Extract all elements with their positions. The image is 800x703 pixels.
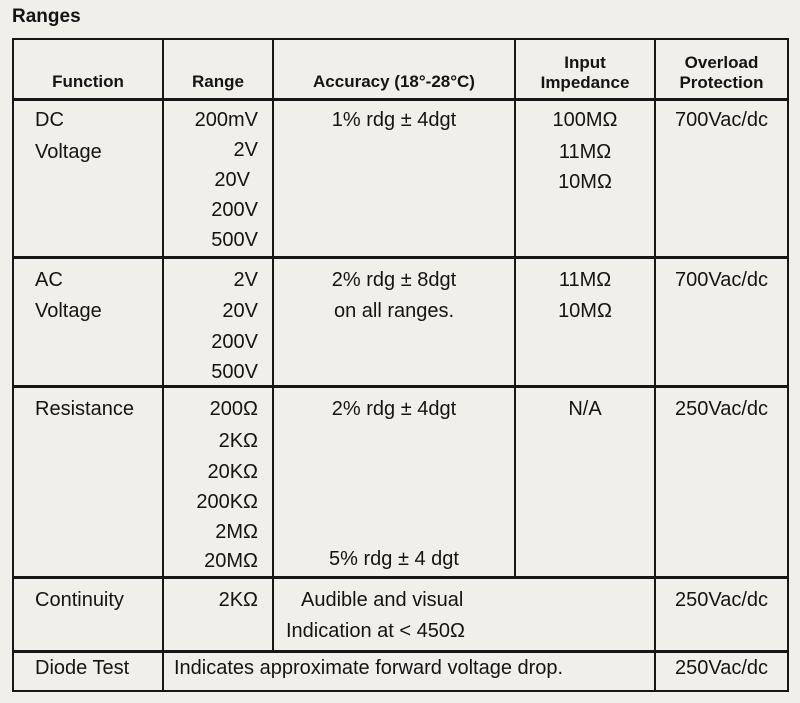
accuracy-res-line1: 2% rdg ± 4dgt (331, 398, 457, 420)
impedance-dcv-1: 100MΩ (552, 109, 618, 131)
overload-diode: 250Vac/dc (674, 657, 769, 679)
overload-res: 250Vac/dc (674, 398, 769, 420)
row-divider-resistance (14, 576, 787, 579)
range-res-2: 2KΩ (218, 430, 258, 452)
range-acv-2: 20V (222, 300, 258, 322)
header-function: Function (52, 72, 124, 91)
function-continuity: Continuity (35, 589, 124, 611)
function-acv-line1: AC (35, 269, 63, 291)
accuracy-continuity-line2: Indication at < 450Ω (286, 620, 465, 642)
range-res-6: 20MΩ (204, 550, 258, 572)
header-impedance-line2: Impedance (540, 73, 630, 92)
accuracy-acv-line2: on all ranges. (333, 300, 455, 322)
range-res-5: 2MΩ (215, 521, 258, 543)
accuracy-res-line2: 5% rdg ± 4 dgt (329, 548, 459, 570)
ranges-table (12, 38, 789, 692)
function-dcv-line2: Voltage (35, 141, 102, 163)
row-divider-continuity (14, 650, 787, 653)
overload-acv: 700Vac/dc (674, 269, 769, 291)
range-dcv-4: 200V (211, 199, 258, 221)
function-acv-line2: Voltage (35, 300, 102, 322)
impedance-acv-1: 11MΩ (558, 269, 612, 291)
impedance-res: N/A (568, 398, 602, 420)
overload-continuity: 250Vac/dc (674, 589, 769, 611)
accuracy-acv-line1: 2% rdg ± 8dgt (331, 269, 457, 291)
accuracy-continuity-line1: Audible and visual (301, 589, 464, 611)
header-impedance-line1: Input (564, 53, 606, 72)
range-acv-3: 200V (211, 331, 258, 353)
function-resistance: Resistance (35, 398, 134, 420)
row-divider-acv (14, 385, 787, 388)
accuracy-dcv: 1% rdg ± 4dgt (331, 109, 457, 131)
range-res-1: 200Ω (209, 398, 258, 420)
function-dcv-line1: DC (35, 109, 64, 131)
range-acv-4: 500V (211, 361, 258, 383)
range-dcv-3: 20V (214, 169, 250, 191)
row-divider-header (14, 98, 787, 101)
section-title: Ranges (12, 6, 81, 27)
row-divider-dcv (14, 256, 787, 259)
header-overload-line2: Protection (679, 73, 764, 92)
impedance-dcv-2: 11MΩ (558, 141, 612, 163)
range-continuity: 2KΩ (218, 589, 258, 611)
range-res-3: 20KΩ (207, 461, 258, 483)
function-diode: Diode Test (35, 657, 130, 679)
range-res-4: 200KΩ (196, 491, 258, 513)
header-accuracy: Accuracy (18°-28°C) (313, 72, 475, 91)
overload-dcv: 700Vac/dc (674, 109, 769, 131)
impedance-acv-2: 10MΩ (558, 300, 612, 322)
range-acv-1: 2V (233, 269, 258, 291)
header-overload-line1: Overload (684, 53, 759, 72)
range-dcv-5: 500V (211, 229, 258, 251)
header-range: Range (192, 72, 244, 91)
range-dcv-2: 2V (233, 139, 258, 161)
impedance-dcv-3: 10MΩ (558, 171, 612, 193)
diode-description: Indicates approximate forward voltage drop. (174, 657, 564, 679)
range-dcv-1: 200mV (194, 109, 258, 131)
